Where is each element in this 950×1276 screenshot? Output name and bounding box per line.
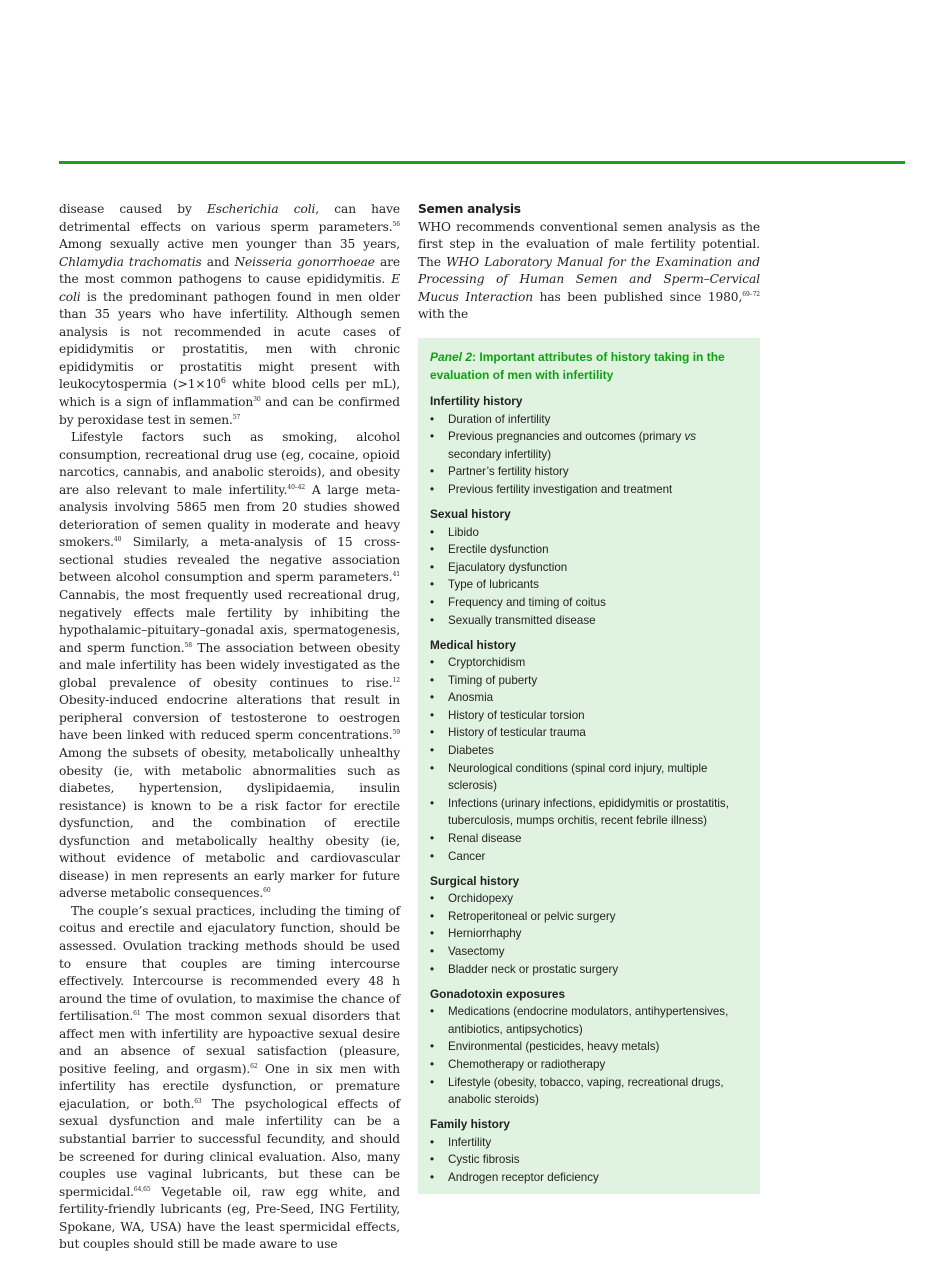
panel-history-attributes [418,338,760,1194]
list-item: • Vasectomy [430,943,750,961]
list-item: • Frequency and timing of coitus [430,594,750,612]
panel-section-heading: Medical history [430,637,516,652]
citation: 30 [253,396,261,404]
list-item: • Retroperitoneal or pelvic surgery [430,908,750,926]
citation: 59 [392,729,400,737]
panel-list-surgical-history [430,890,750,978]
panel-section-heading: Infertility history [430,394,523,408]
list-item: • Diabetes [430,742,750,760]
list-item: • History of testicular torsion [430,707,750,725]
list-item: • Renal disease [430,830,750,848]
citation: 62 [250,1062,258,1070]
panel-section-heading: Family history [430,1117,510,1132]
list-item: • Sexually transmitted disease [430,612,750,630]
list-item: • Timing of puberty [430,672,750,690]
citation: 12 [392,676,400,684]
list-item: • Herniorrhaphy [430,925,750,943]
list-item: • Anosmia [430,689,750,707]
list-item: • Ejaculatory dysfunction [430,559,750,577]
list-item: • History of testicular trauma [430,724,750,742]
list-item: • Medications (endocrine modulators, antihypertensives, antibiotics, antipsychotics) [430,1003,750,1038]
list-item: • Chemotherapy or radiotherapy [430,1056,750,1074]
list-item: • Neurological conditions (spinal cord injury, multiple sclerosis) [430,760,750,795]
citation: 63 [194,1097,202,1105]
list-item: • Partner’s fertility history [430,463,750,481]
citation: 58 [184,641,193,649]
list-item: • Type of lubricants [430,576,750,594]
paragraph-sexual-practices: The couple’s sexual practices, including the timing of coitus and erectile and ejaculatory function, should be assessed. Ovulation tracking methods should be used to ensure that couples are timing intercourse effectively. Intercourse is recommended every 48 h around the time of ovulation, to maximise the chance of fertilisation.$^{61}$ The most common sexual disorders that affect men with infertility are hypoactive sexual desire and an absence of sexual satisfaction (pleasure, positive feeling, and orgasm).$^{62}$ One in six men with infertility has erectile dysfunction, or premature ejaculation, or both.$^{63}$ The psychological effects of sexual dysfunction and male infertility can be a substantial barrier to successful fecundity, and should be screened for during clinical evaluation. Also, many couples use vaginal lubricants, but these can be spermicidal.$^{64,65}$ Vegetable oil, raw egg white, and fertility-friendly lubricants (eg, Pre-Seed, ING Fertility, Spokane, WA, USA) have the least spermicidal effects, but couples should still be made aware to use [59,903,400,1252]
citation: 69–72 [742,290,761,298]
citation: 41 [392,571,400,579]
paragraph-infection: disease caused by Escherichia coli, can have detrimental effects on various sperm parameters.$^{56}$ Among sexually active men younger than 35 years, Chlamydia trachomatis and Neisseria gonorrhoeae are the most common pathogens to cause epididymitis. E coli is the predominant pathogen found in men older than 35 years who have infertility. Although semen analysis is not recommended in acute cases of epididymitis or prostatitis, men with chronic epididymitis or prostatitis might present with leukocytospermia ($>1\times 10^6$ white blood cells per mL), which is a sign of inflammation$^{30}$ and can be confirmed by peroxidase test in semen.$^{57}$ [59,202,400,427]
body-text-left-column [59,201,400,1254]
list-item: • Previous fertility investigation and treatment [430,481,750,499]
list-item: • Infections (urinary infections, epididymitis or prostatitis, tuberculosis, mumps orchitis, recent febrile illness) [430,795,750,830]
citation: 56 [392,220,400,228]
list-item: • Orchidopexy [430,890,750,908]
list-item: • Bladder neck or prostatic surgery [430,961,750,979]
paragraph-semen-analysis: WHO recommends conventional semen analysis as the first step in the evaluation of male fertility potential. The WHO Laboratory Manual for the Examination and Processing of Human Semen and Sperm–Cervical Mucus Interaction has been published since 1980,$^{69-72}$ with the [418,219,761,322]
citation: 61 [133,1010,141,1018]
list-item: • Cryptorchidism [430,654,750,672]
list-item: • Cystic fibrosis [430,1151,750,1169]
header-rule [59,161,905,164]
list-item: • Duration of infertility [430,411,750,429]
citation: 57 [232,413,241,421]
exponent: 6 [220,376,226,386]
panel-list-medical-history [430,654,750,865]
citation: 40–42 [287,483,306,491]
panel-list-family-history [430,1134,750,1187]
panel-section-heading: Surgical history [430,873,520,888]
panel-title: Panel 2: Important attributes of history taking in the evaluation of men with infertility [430,350,725,382]
panel-list-gonadotoxin-exposures [430,1003,750,1109]
paragraph-lifestyle: Lifestyle factors such as smoking, alcohol consumption, recreational drug use (eg, cocaine, opioid narcotics, cannabis, and anabolic steroids), and obesity are also relevant to male infertility.$^{40-42}$ A large meta-analysis involving 5865 men from 20 studies showed deterioration of semen quality in moderate and heavy smokers.$^{40}$ Similarly, a meta-analysis of 15 cross-sectional studies revealed the negative association between alcohol consumption and sperm parameters.$^{41}$ Cannabis, the most frequently used recreational drug, negatively effects male fertility by inhibiting the hypothalamic–pituitary–gonadal axis, spermatogenesis, and sperm function.$^{58}$ The association between obesity and male infertility has been widely investigated as the global prevalence of obesity continues to rise.$^{12}$ Obesity-induced endocrine alterations that result in peripheral conversion of testosterone to oestrogen have been linked with reduced sperm concentrations.$^{59}$ Among the subsets of obesity, metabolically unhealthy obesity (ie, with metabolic abnormalities such as diabetes, hypertension, dyslipidaemia, insulin resistance) is known to be a risk factor for erectile dysfunction, and the combination of erectile dysfunction and metabolically healthy obesity (ie, without evidence of metabolic and cardiovascular disease) in men represents an early marker for future adverse metabolic consequences.$^{60}$ [59,430,401,901]
list-item: • Previous pregnancies and outcomes (primary vs secondary infertility) [430,428,750,463]
panel-list-infertility-history [430,411,750,499]
citation: 40 [113,536,122,544]
panel-list-sexual-history [430,524,750,630]
citation: 60 [263,887,271,895]
list-item: • Lifestyle (obesity, tobacco, vaping, recreational drugs, anabolic steroids) [430,1074,750,1109]
section-heading-semen-analysis: Semen analysis [418,202,521,216]
list-item: • Erectile dysfunction [430,541,750,559]
list-item: • Androgen receptor deficiency [430,1169,750,1187]
list-item: • Libido [430,524,750,542]
list-item: • Cancer [430,848,750,866]
list-item: • Environmental (pesticides, heavy metals) [430,1038,750,1056]
panel-section-heading: Gonadotoxin exposures [430,986,566,1001]
list-item: • Infertility [430,1134,750,1152]
body-text-right-column [418,201,760,324]
panel-section-heading: Sexual history [430,506,511,521]
citation: 64,65 [133,1185,151,1193]
